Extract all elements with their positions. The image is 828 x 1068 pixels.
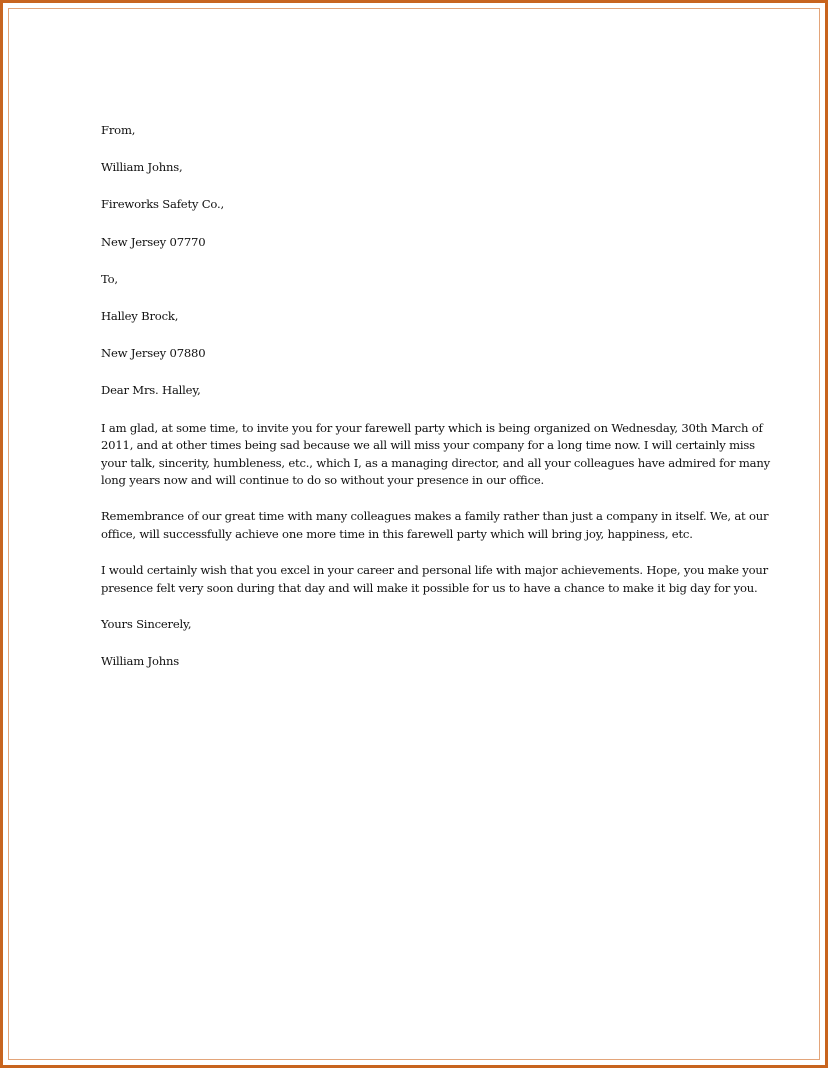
paragraph-line: long years now and will continue to do so without your presence in our office. [101, 473, 545, 488]
to-label: To, [101, 271, 118, 286]
paragraph-line: presence felt very soon during that day and will make it possible for us to have a chance to make it big day for you. [101, 580, 758, 595]
from-label: From, [101, 123, 136, 137]
paragraph-line: 2011, and at other times being sad because we all will miss your company for a long time now. I will certainly miss [101, 438, 755, 453]
paragraph-line: I am glad, at some time, to invite you for your farewell party which is being organized on Wednesday, 30th March of [101, 420, 763, 435]
paragraph-2 [101, 508, 769, 543]
paragraph-line: Remembrance of our great time with many colleagues makes a family rather than just a company in itself. We, at our [101, 509, 769, 524]
signature: William Johns [101, 653, 180, 668]
paragraph-1 [101, 420, 770, 490]
paragraph-line: office, will successfully achieve one more time in this farewell party which will bring joy, happiness, etc. [101, 526, 693, 541]
recipient-address: New Jersey 07880 [101, 346, 206, 361]
sender-name: William Johns, [101, 160, 183, 175]
recipient-name: Halley Brock, [101, 308, 179, 323]
sender-address: New Jersey 07770 [101, 234, 206, 249]
sender-company: Fireworks Safety Co., [101, 197, 224, 212]
paragraph-line: I would certainly wish that you excel in your career and personal life with major achievements. Hope, you make your [101, 563, 768, 578]
paragraph-line: your talk, sincerity, humbleness, etc., which I, as a managing director, and all your colleagues have admired for many [101, 455, 770, 470]
paragraph-3 [101, 562, 768, 597]
closing: Yours Sincerely, [101, 616, 192, 631]
salutation: Dear Mrs. Halley, [101, 383, 201, 398]
letter-body [101, 122, 770, 690]
